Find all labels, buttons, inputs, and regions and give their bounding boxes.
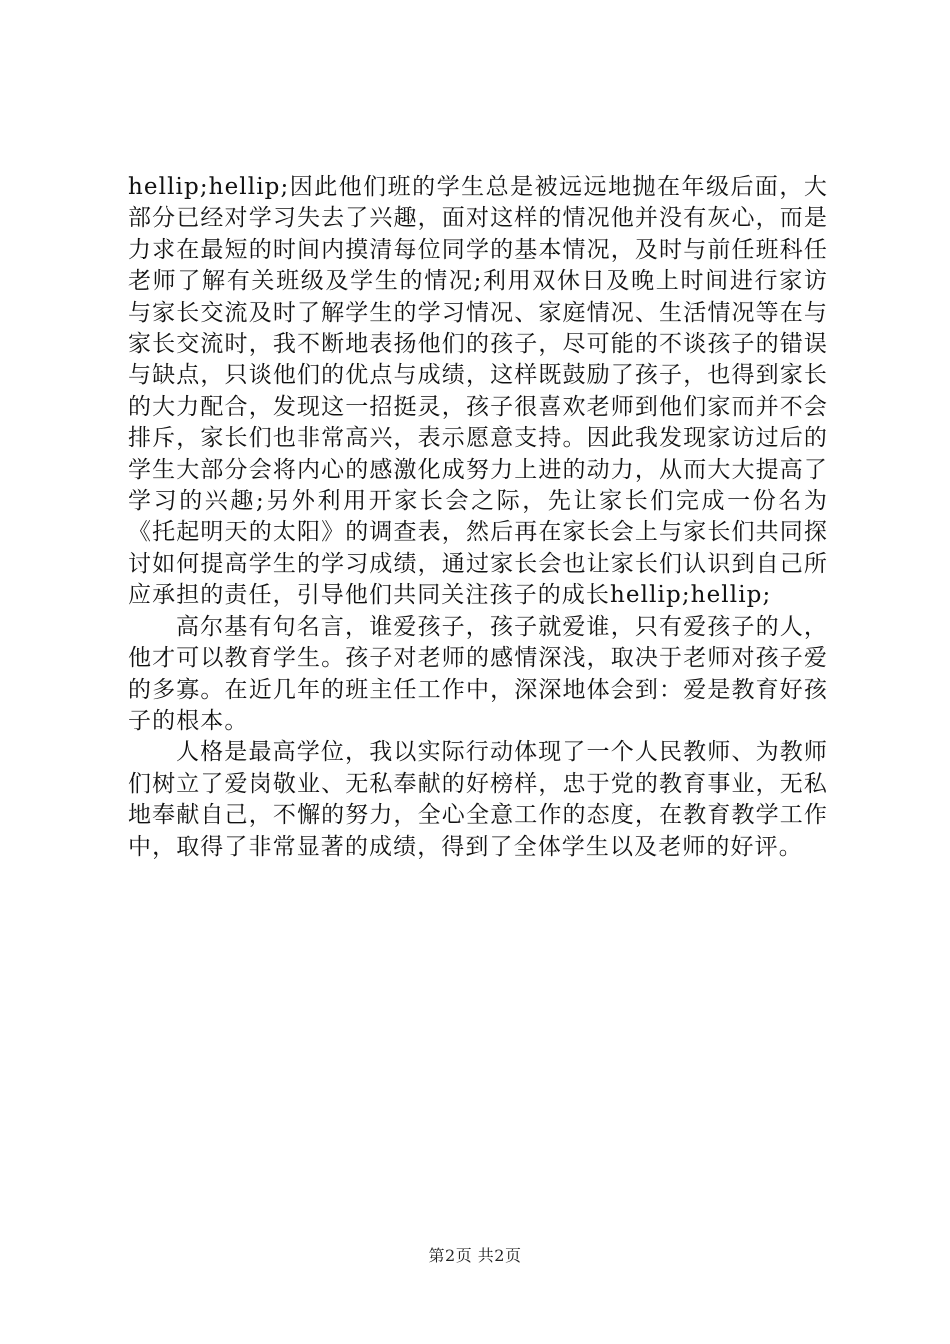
- document-body: [128, 172, 828, 863]
- paragraph-3: 人格是最高学位，我以实际行动体现了一个人民教师、为教师们树立了爱岗敬业、无私奉献的好榜样，忠于党的教育事业，无私地奉献自己，不懈的努力，全心全意工作的态度，在教育教学工作中，取得了非常显著的成绩，得到了全体学生以及老师的好评。: [128, 739, 828, 860]
- page-footer: 第2页 共2页: [428, 1246, 522, 1265]
- paragraph-2: 高尔基有句名言，谁爱孩子，孩子就爱谁，只有爱孩子的人，他才可以教育学生。孩子对老师的感情深浅，取决于老师对孩子爱的多寡。在近几年的班主任工作中，深深地体会到：爱是教育好孩子的根本。: [128, 613, 828, 734]
- paragraph-1: hellip;hellip;因此他们班的学生总是被远远地抛在年级后面，大部分已经对学习失去了兴趣，面对这样的情况他并没有灰心，而是力求在最短的时间内摸清每位同学的基本情况，及时与前任班科任老师了解有关班级及学生的情况;利用双休日及晚上时间进行家访与家长交流及时了解学生的学习情况、家庭情况、生活情况等在与家长交流时，我不断地表扬他们的孩子，尽可能的不谈孩子的错误与缺点，只谈他们的优点与成绩，这样既鼓励了孩子，也得到家长的大力配合，发现这一招挺灵，孩子很喜欢老师到他们家而并不会排斥，家长们也非常高兴，表示愿意支持。因此我发现家访过后的学生大部分会将内心的感激化成努力上进的动力，从而大大提高了学习的兴趣;另外利用开家长会之际，先让家长们完成一份名为《托起明天的太阳》的调查表，然后再在家长会上与家长们共同探讨如何提高学生的学习成绩，通过家长会也让家长们认识到自己所应承担的责任，引导他们共同关注孩子的成长hellip;hellip;: [128, 174, 828, 609]
